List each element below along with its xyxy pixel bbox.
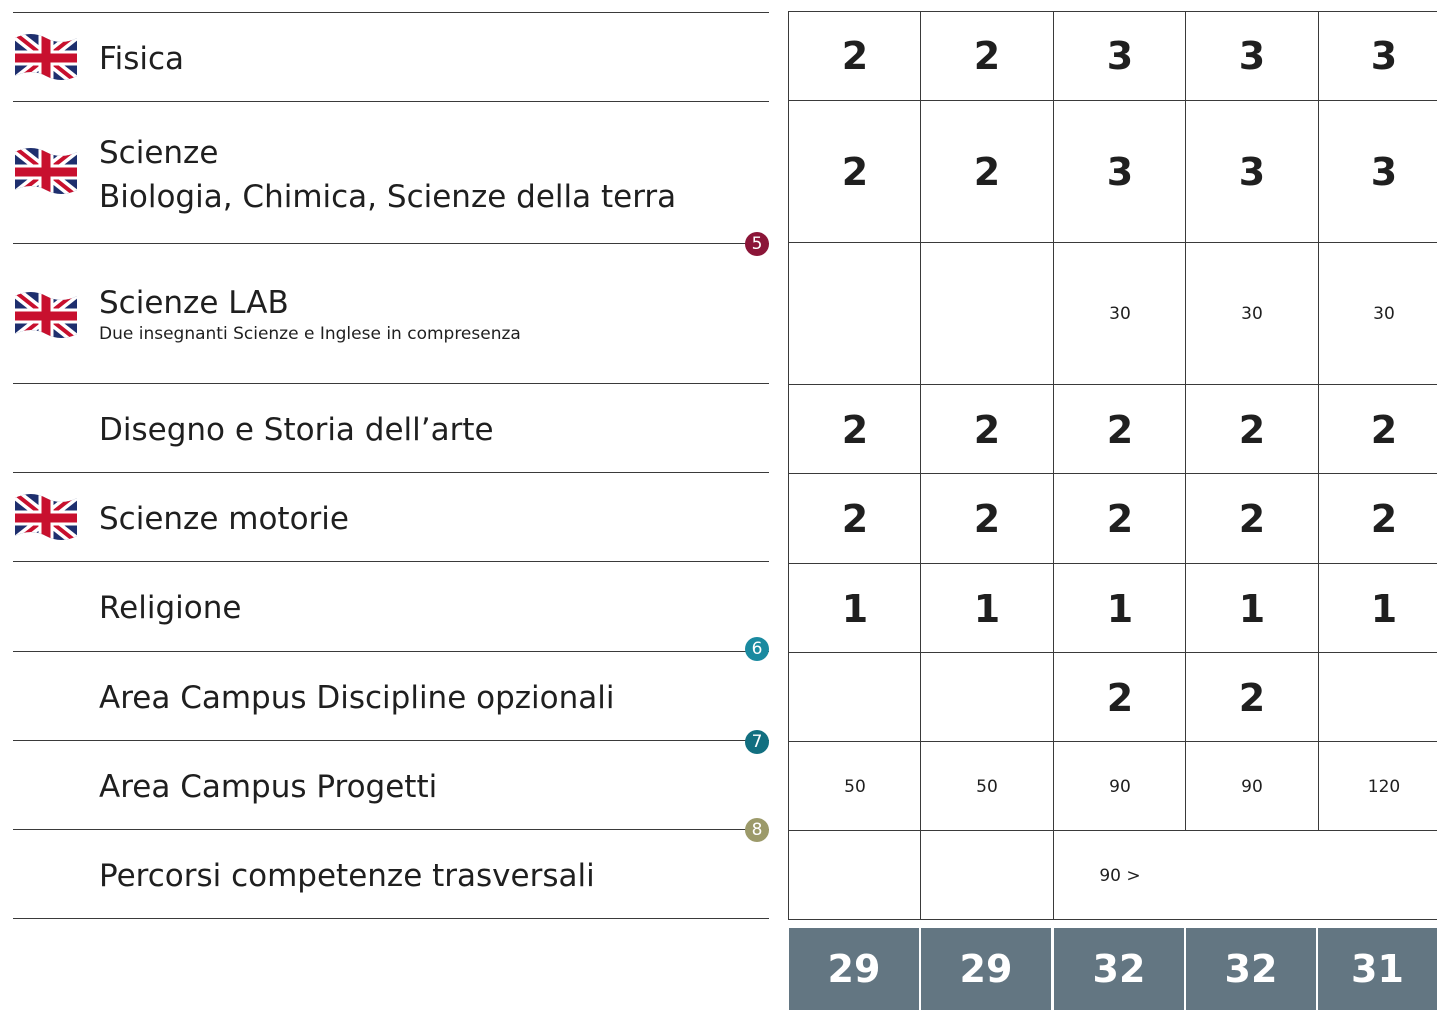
hours-cell: 2 [1106,496,1134,541]
row-divider [13,651,769,652]
footnote-marker-5: 5 [745,232,769,256]
subject-label-scienze-lab: Scienze LAB [99,285,289,321]
row-divider [13,740,769,741]
hours-cell: 3 [1370,150,1398,194]
subject-label-progetti: Area Campus Progetti [99,769,438,805]
subject-label-scienze-motorie: Scienze motorie [99,501,349,537]
hours-cell: 2 [1106,675,1134,720]
row-divider [13,12,769,13]
hours-cell: 3 [1106,33,1134,78]
hours-cell: 2 [973,496,1001,541]
hours-cell: 90 [1241,776,1263,797]
uk-flag-icon [13,290,79,342]
hours-cell: 90 [1109,776,1131,797]
hours-cell: 90 > [1099,865,1141,886]
row-divider [13,472,769,473]
hours-cell: 3 [1106,150,1134,194]
row-divider [13,561,769,562]
total-cell: 32 [1186,928,1316,1010]
subject-label-religione: Religione [99,590,242,626]
subject-label-scienze-detail: Biologia, Chimica, Scienze della terra [99,179,677,215]
subject-sublabel-scienze-lab: Due insegnanti Scienze e Inglese in compresenza [99,324,521,344]
hours-cell: 3 [1370,33,1398,78]
hours-cell: 2 [1238,675,1266,720]
hours-cell: 2 [841,150,869,194]
row-divider [13,918,769,919]
hours-cell: 2 [1106,407,1134,452]
row-divider [13,243,769,244]
hours-cell: 1 [841,586,869,631]
total-cell: 32 [1054,928,1184,1010]
uk-flag-icon [13,492,79,544]
hours-cell: 30 [1241,304,1263,324]
hours-cell: 2 [1370,496,1398,541]
total-cell: 31 [1318,928,1437,1010]
hours-cell: 3 [1238,150,1266,194]
subject-label-disegno: Disegno e Storia dell’arte [99,412,494,448]
hours-cell: 2 [841,407,869,452]
uk-flag-icon [13,32,79,84]
hours-cell: 30 [1373,304,1395,324]
hours-cell: 1 [1370,586,1398,631]
hours-cell: 2 [841,33,869,78]
footnote-marker-8: 8 [745,818,769,842]
hours-cell: 120 [1367,776,1401,797]
hours-cell: 2 [1238,407,1266,452]
total-cell: 29 [921,928,1051,1010]
footnote-marker-6: 6 [745,637,769,661]
hours-cell: 1 [1106,586,1134,631]
footnote-marker-7: 7 [745,730,769,754]
subject-label-discipline-opzionali: Area Campus Discipline opzionali [99,680,615,716]
hours-cell: 1 [973,586,1001,631]
hours-cell: 1 [1238,586,1266,631]
uk-flag-icon [13,146,79,198]
hours-cell: 30 [1109,304,1131,324]
row-divider [13,383,769,384]
hours-cell: 2 [1238,496,1266,541]
hours-cell: 2 [973,33,1001,78]
hours-cell: 2 [973,150,1001,194]
row-divider [13,829,769,830]
hours-cell: 3 [1238,33,1266,78]
subject-label-competenze: Percorsi competenze trasversali [99,858,595,894]
hours-cell: 2 [973,407,1001,452]
hours-cell: 2 [841,496,869,541]
hours-cell: 2 [1370,407,1398,452]
row-divider [13,101,769,102]
hours-cell: 50 [844,776,866,797]
total-cell: 29 [789,928,919,1010]
subject-label-scienze: Scienze [99,135,219,171]
hours-cell: 50 [976,776,998,797]
subject-label-fisica: Fisica [99,41,184,77]
